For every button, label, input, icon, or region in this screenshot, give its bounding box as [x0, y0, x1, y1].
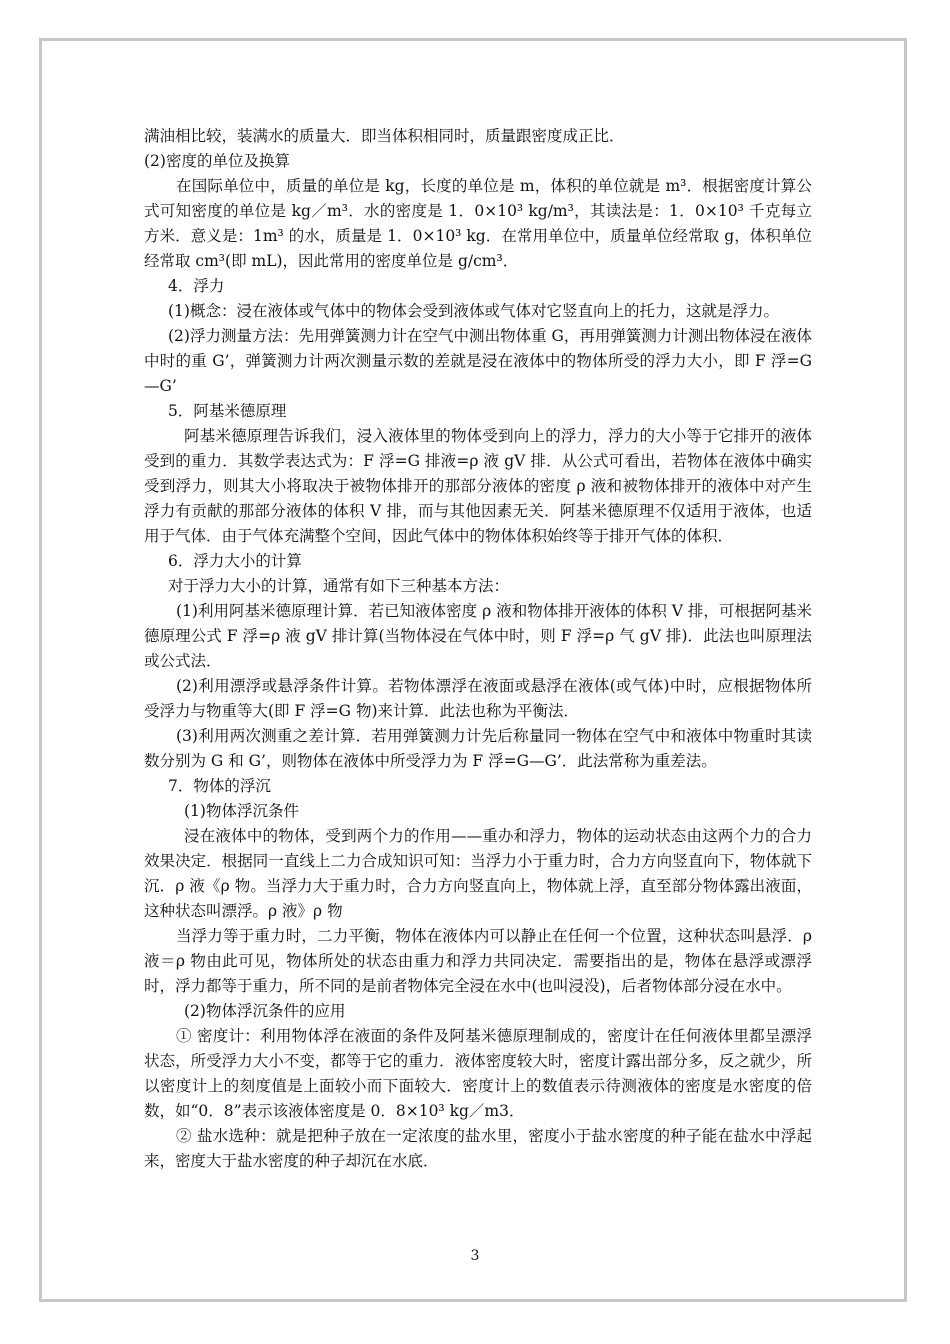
subsection-heading: (2)物体浮沉条件的应用 [184, 1002, 346, 1020]
section-heading: 5．阿基米德原理 [168, 402, 287, 420]
paragraph: 对于浮力大小的计算，通常有如下三种基本方法： [168, 577, 510, 595]
section-heading: 4．浮力 [168, 277, 225, 295]
paragraph: (2)浮力测量方法：先用弹簧测力计在空气中测出物体重 G，再用弹簧测力计测出物体浸在液体中时的重 G’，弹簧测力计两次测量示数的差就是浸在液体中的物体所受的浮力大小，即 F 浮=G—G’ [144, 327, 812, 395]
paragraph: (2)利用漂浮或悬浮条件计算。若物体漂浮在液面或悬浮在液体(或气体)中时，应根据物体所受浮力与物重等大(即 F 浮=G 物)来计算．此法也称为平衡法． [144, 677, 812, 720]
section-heading: (2)密度的单位及换算 [144, 152, 290, 170]
subsection-heading: (1)物体浮沉条件 [184, 802, 299, 820]
section-heading: 6．浮力大小的计算 [168, 552, 302, 570]
paragraph: (1)概念：浸在液体或气体中的物体会受到液体或气体对它竖直向上的托力，这就是浮力。 [168, 302, 779, 320]
page-number: 3 [470, 1248, 480, 1264]
paragraph: 浸在液体中的物体，受到两个力的作用——重办和浮力，物体的运动状态由这两个力的合力效果决定．根据同一直线上二力合成知识可知：当浮力小于重力时，合力方向竖直向下，物体就下沉．ρ 液《ρ 物。当浮力大于重力时，合力方向竖直向上，物体就上浮，直至部分物体露出液面，这种状态叫漂浮。ρ 液》ρ 物 [144, 827, 812, 920]
document-body [144, 124, 812, 1174]
paragraph: (1)利用阿基米德原理计算．若已知液体密度 ρ 液和物体排开液体的体积 V 排，可根据阿基米德原理公式 F 浮=ρ 液 gV 排计算(当物体浸在气体中时，则 F 浮=ρ 气 gV 排)．此法也叫原理法或公式法． [144, 602, 812, 670]
paragraph: ② 盐水选种：就是把种子放在一定浓度的盐水里，密度小于盐水密度的种子能在盐水中浮起来，密度大于盐水密度的种子却沉在水底． [144, 1127, 812, 1170]
paragraph: ① 密度计：利用物体浮在液面的条件及阿基米德原理制成的，密度计在任何液体里都呈漂浮状态，所受浮力大小不变，都等于它的重力．液体密度较大时，密度计露出部分多，反之就少，所以密度计上的刻度值是上面较小而下面较大．密度计上的数值表示待测液体的密度是水密度的倍数，如“0．8”表示该液体密度是 0．8×10³ kg／m3． [144, 1027, 812, 1120]
paragraph: 阿基米德原理告诉我们，浸入液体里的物体受到向上的浮力，浮力的大小等于它排开的液体受到的重力．其数学表达式为：F 浮=G 排液=ρ 液 gV 排．从公式可看出，若物体在液体中确实受到浮力，则其大小将取决于被物体排开的那部分液体的密度 ρ 液和被物体排开的液体中对产生浮力有贡献的那部分液体的体积 V 排，而与其他因素无关．阿基米德原理不仅适用于液体，也适用于气体．由于气体充满整个空间，因此气体中的物体体积始终等于排开气体的体积． [144, 427, 812, 545]
section-heading: 7．物体的浮沉 [168, 777, 271, 795]
paragraph: 当浮力等于重力时，二力平衡，物体在液体内可以静止在任何一个位置，这种状态叫悬浮．ρ 液＝ρ 物由此可见，物体所处的状态由重力和浮力共同决定．需要指出的是，物体在悬浮或漂浮时，浮力都等于重力，所不同的是前者物体完全浸在水中(也叫浸没)，后者物体部分浸在水中。 [144, 927, 812, 995]
paragraph: 满油相比较，装满水的质量大．即当体积相同时，质量跟密度成正比． [144, 127, 625, 145]
paragraph: (3)利用两次测重之差计算．若用弹簧测力计先后称量同一物体在空气中和液体中物重时其读数分别为 G 和 G’，则物体在液体中所受浮力为 F 浮=G—G’．此法常称为重差法。 [144, 727, 812, 770]
paragraph: 在国际单位中，质量的单位是 kg，长度的单位是 m，体积的单位就是 m³．根据密度计算公式可知密度的单位是 kg／m³．水的密度是 1．0×10³ kg/m³，其读法是：1．0×10³ 千克每立方米．意义是：1m³ 的水，质量是 1．0×10³ kg．在常用单位中，质量单位经常取 g，体积单位经常取 cm³(即 mL)，因此常用的密度单位是 g/cm³． [144, 177, 812, 270]
